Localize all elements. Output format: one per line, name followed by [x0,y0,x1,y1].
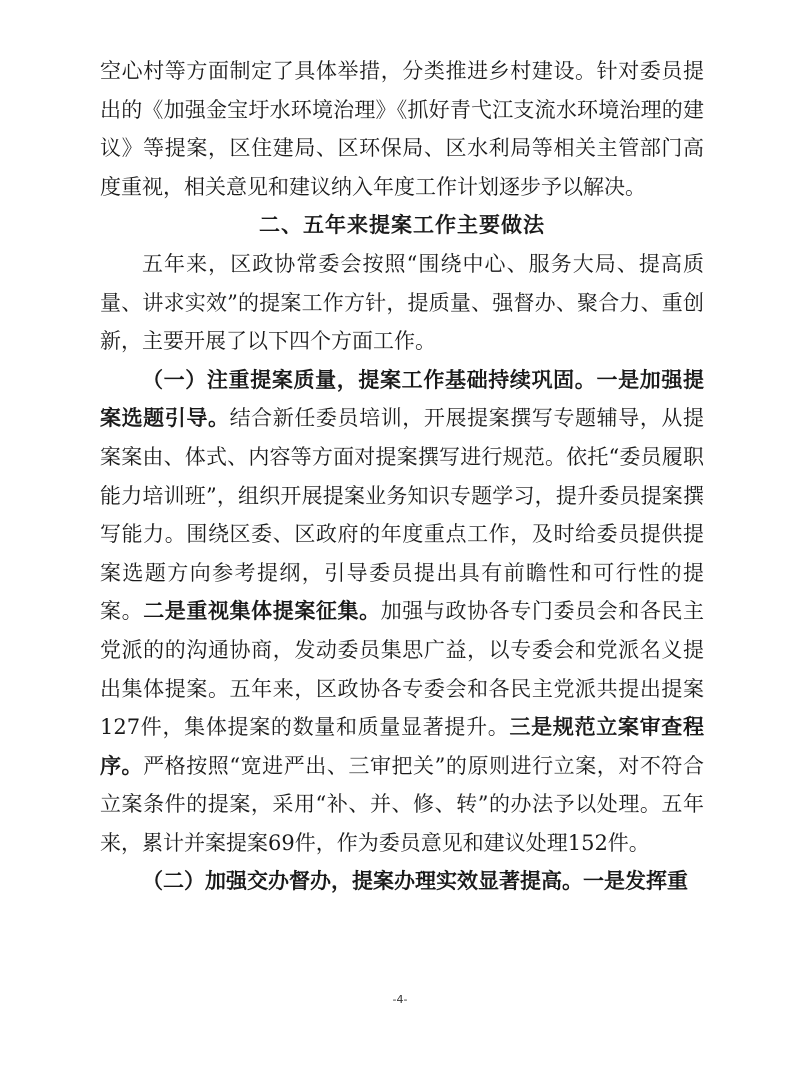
body-text-1: 结合新任委员培训，开展提案撰写专题辅导，从提案案由、体式、内容等方面对提案撰写进行规范。依托“委员履职能力培训班”，组织开展提案业务知识专题学习，提升委员提案撰写能力。围绕区委、区政府的年度重点工作，及时给委员提供提案选题方向参考提纲，引导委员提出具有前瞻性和可行性的提案。 [100,406,705,624]
paragraph-intro: 五年来，区政协常委会按照“围绕中心、服务大局、提高质量、讲求实效”的提案工作方针，提质量、强督办、聚合力、重创新，主要开展了以下四个方面工作。 [100,251,704,354]
paragraph-section-two [100,862,704,901]
page-number: -4- [392,993,408,1006]
bold-lead-1: （一）注重提案质量，提案工作基础持续巩固。一是加强提案选题引导。 [100,366,704,431]
paragraph-continued: 空心村等方面制定了具体举措，分类推进乡村建设。针对委员提出的《加强金宝圩水环境治理》《抓好青弋江支流水环境治理的建议》等提案，区住建局、区环保局、区水利局等相关主管部门高度重视，相关意见和建议纳入年度工作计划逐步予以解决。 [100,59,704,199]
bold-lead-3: 三是规范立案审查程序。 [100,714,704,778]
paragraph-section-one [100,361,704,863]
body-text-2: 加强与政协各专门委员会和各民主党派的的沟通协商，发动委员集思广益，以专委会和党派名义提出集体提案。五年来，区政协各专委会和各民主党派共提出提案127件，集体提案的数量和质量显著提升。 [100,599,705,740]
body-text-3: 严格按照“宽进严出、三审把关”的原则进行立案，对不符合立案条件的提案，采用“补、并、修、转”的办法予以处理。五年来，累计并案提案69件，作为委员意见和建议处理152件。 [100,753,704,855]
section-heading: 二、五年来提案工作主要做法 [259,213,545,238]
document-body [100,52,704,901]
bold-lead-2: 二是重视集体提案征集。 [143,598,381,624]
bold-lead-4: （二）加强交办督办，提案办理实效显著提高。一是发挥重 [142,868,688,894]
